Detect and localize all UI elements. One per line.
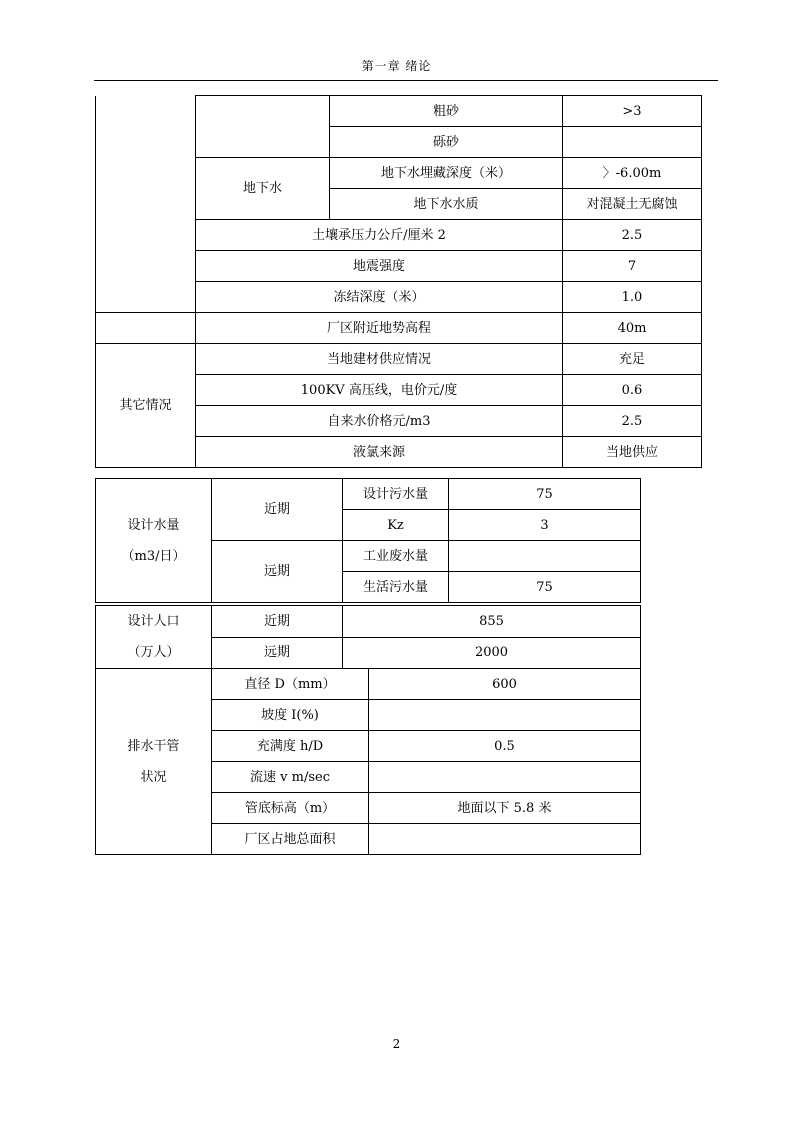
gravel-sand-value bbox=[563, 127, 702, 158]
site-conditions-table bbox=[95, 95, 702, 468]
power-label: 100KV 高压线，电价元/度 bbox=[196, 375, 563, 406]
seismic-label: 地震强度 bbox=[196, 251, 563, 282]
groundwater-label: 地下水 bbox=[196, 158, 330, 220]
terrain-label: 厂区附近地势高程 bbox=[196, 313, 563, 344]
bottom-elevation-label: 管底标高（m） bbox=[212, 793, 369, 824]
population-near-value: 855 bbox=[343, 606, 641, 638]
chlorine-label: 液氯来源 bbox=[196, 437, 563, 468]
page-header: 第一章 绪论 bbox=[361, 59, 432, 73]
population-far-value: 2000 bbox=[343, 637, 641, 669]
materials-value: 充足 bbox=[563, 344, 702, 375]
kz-value: 3 bbox=[449, 510, 641, 541]
bottom-elevation-value: 地面以下 5.8 米 bbox=[369, 793, 641, 824]
fullness-label: 充满度 h/D bbox=[212, 731, 369, 762]
population-far-label: 远期 bbox=[212, 637, 343, 669]
coarse-sand-value: >3 bbox=[563, 96, 702, 127]
sewer-pipe-table bbox=[95, 668, 641, 855]
frost-label: 冻结深度（米） bbox=[196, 282, 563, 313]
soil-subcategory-cell bbox=[196, 96, 330, 158]
chlorine-value: 当地供应 bbox=[563, 437, 702, 468]
pipe-label-line1: 排水干管 bbox=[127, 738, 180, 754]
near-term-label: 近期 bbox=[212, 479, 343, 541]
domestic-flow-value: 75 bbox=[449, 572, 641, 603]
kz-label: Kz bbox=[343, 510, 449, 541]
page-number: 2 bbox=[392, 1037, 401, 1051]
table-row bbox=[96, 479, 641, 510]
population-label-line1: 设计人口 bbox=[127, 614, 180, 629]
slope-value bbox=[369, 700, 641, 731]
domestic-flow-label: 生活污水量 bbox=[343, 572, 449, 603]
industrial-flow-label: 工业废水量 bbox=[343, 541, 449, 572]
power-value: 0.6 bbox=[563, 375, 702, 406]
terrain-value: 40m bbox=[563, 313, 702, 344]
population-label bbox=[96, 606, 212, 669]
fullness-value: 0.5 bbox=[369, 731, 641, 762]
groundwater-depth-value: 〉-6.00m bbox=[563, 158, 702, 189]
design-flow-label bbox=[96, 479, 212, 603]
seismic-value: 7 bbox=[563, 251, 702, 282]
pipe-label bbox=[96, 669, 212, 855]
plant-area-value bbox=[369, 824, 641, 855]
water-price-label: 自来水价格元/m3 bbox=[196, 406, 563, 437]
table-row bbox=[96, 606, 641, 638]
bearing-label: 土壤承压力公斤/厘米 2 bbox=[196, 220, 563, 251]
groundwater-quality-label: 地下水水质 bbox=[330, 189, 563, 220]
slope-label: 坡度 I(%) bbox=[212, 700, 369, 731]
plant-area-label: 厂区占地总面积 bbox=[212, 824, 369, 855]
design-flow-label-line2: （m3/日） bbox=[121, 548, 186, 564]
groundwater-quality-value: 对混凝土无腐蚀 bbox=[563, 189, 702, 220]
diameter-value: 600 bbox=[369, 669, 641, 700]
long-term-label: 远期 bbox=[212, 541, 343, 603]
terrain-category-cell bbox=[96, 313, 196, 344]
design-flow-table bbox=[95, 478, 641, 603]
sewage-flow-value: 75 bbox=[449, 479, 641, 510]
diameter-label: 直径 D（mm） bbox=[212, 669, 369, 700]
table-row bbox=[96, 96, 702, 127]
design-flow-label-line1: 设计水量 bbox=[127, 517, 180, 533]
pipe-label-line2: 状况 bbox=[140, 769, 167, 785]
table-row bbox=[96, 344, 702, 375]
materials-label: 当地建材供应情况 bbox=[196, 344, 563, 375]
design-population-table bbox=[95, 605, 641, 669]
industrial-flow-value bbox=[449, 541, 641, 572]
water-price-value: 2.5 bbox=[563, 406, 702, 437]
header-rule bbox=[94, 80, 718, 81]
other-category-label: 其它情况 bbox=[96, 344, 196, 468]
coarse-sand-label: 粗砂 bbox=[330, 96, 563, 127]
geology-category-cell bbox=[96, 96, 196, 313]
velocity-value bbox=[369, 762, 641, 793]
velocity-label: 流速 v m/sec bbox=[212, 762, 369, 793]
sewage-flow-label: 设计污水量 bbox=[343, 479, 449, 510]
table-row bbox=[96, 669, 641, 700]
table-row bbox=[96, 313, 702, 344]
gravel-sand-label: 砾砂 bbox=[330, 127, 563, 158]
frost-value: 1.0 bbox=[563, 282, 702, 313]
groundwater-depth-label: 地下水埋藏深度（米） bbox=[330, 158, 563, 189]
population-near-label: 近期 bbox=[212, 606, 343, 638]
population-label-line2: （万人） bbox=[127, 645, 180, 660]
bearing-value: 2.5 bbox=[563, 220, 702, 251]
